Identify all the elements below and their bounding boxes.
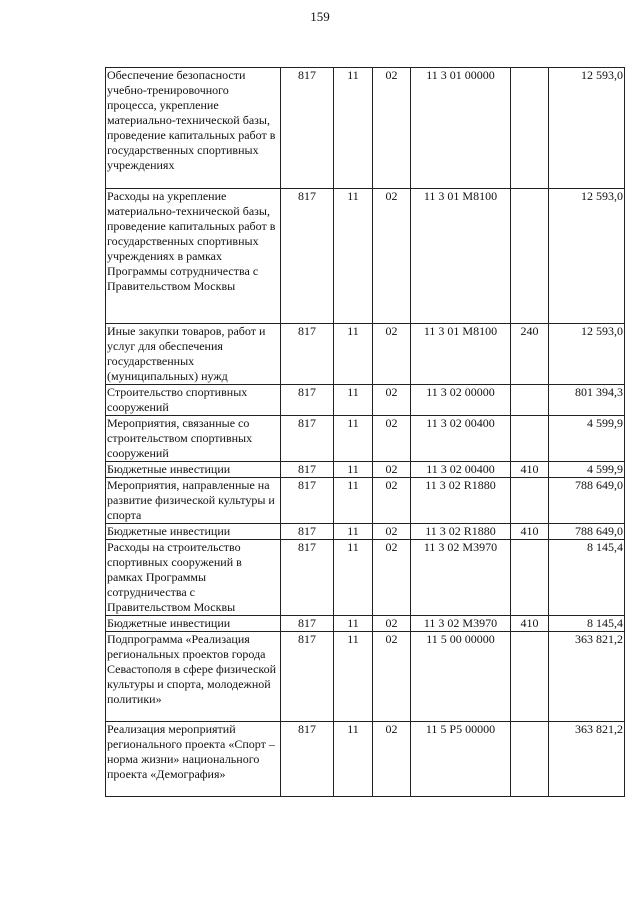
row-amount: 12 593,0 bbox=[549, 189, 625, 324]
row-section-code: 11 bbox=[334, 478, 373, 524]
row-amount: 4 599,9 bbox=[549, 416, 625, 462]
row-amount: 801 394,3 bbox=[549, 385, 625, 416]
row-ministry-code: 817 bbox=[281, 462, 334, 478]
row-ministry-code: 817 bbox=[281, 324, 334, 385]
row-target-article: 11 3 02 00400 bbox=[411, 462, 511, 478]
row-expense-type: 410 bbox=[511, 616, 549, 632]
row-amount: 788 649,0 bbox=[549, 524, 625, 540]
table-row bbox=[106, 478, 625, 524]
table-row bbox=[106, 616, 625, 632]
row-amount: 12 593,0 bbox=[549, 324, 625, 385]
row-description: Бюджетные инвестиции bbox=[106, 616, 281, 632]
row-subsection-code: 02 bbox=[373, 616, 411, 632]
row-description: Обеспечение безопасности учебно-тренировочного процесса, укрепление материально-технической базы, проведение капитальных работ в государственных спортивных учреждениях bbox=[106, 68, 281, 189]
row-target-article: 11 3 02 00400 bbox=[411, 416, 511, 462]
row-subsection-code: 02 bbox=[373, 540, 411, 616]
page-number: 159 bbox=[310, 9, 330, 24]
row-subsection-code: 02 bbox=[373, 632, 411, 722]
row-section-code: 11 bbox=[334, 324, 373, 385]
row-description: Реализация мероприятий регионального проекта «Спорт – норма жизни» национального проекта «Демография» bbox=[106, 722, 281, 797]
row-target-article: 11 3 02 M3970 bbox=[411, 616, 511, 632]
row-description: Расходы на укрепление материально-технической базы, проведение капитальных работ в государственных спортивных учреждениях в рамках Программы сотрудничества с Правительством Москвы bbox=[106, 189, 281, 324]
budget-table bbox=[105, 67, 625, 797]
row-expense-type bbox=[511, 416, 549, 462]
row-section-code: 11 bbox=[334, 385, 373, 416]
row-subsection-code: 02 bbox=[373, 478, 411, 524]
row-expense-type bbox=[511, 722, 549, 797]
table-row bbox=[106, 722, 625, 797]
row-amount: 4 599,9 bbox=[549, 462, 625, 478]
row-ministry-code: 817 bbox=[281, 524, 334, 540]
row-subsection-code: 02 bbox=[373, 189, 411, 324]
row-section-code: 11 bbox=[334, 189, 373, 324]
row-amount: 8 145,4 bbox=[549, 540, 625, 616]
table-row bbox=[106, 462, 625, 478]
row-expense-type: 240 bbox=[511, 324, 549, 385]
row-ministry-code: 817 bbox=[281, 632, 334, 722]
row-subsection-code: 02 bbox=[373, 385, 411, 416]
row-section-code: 11 bbox=[334, 524, 373, 540]
table-row bbox=[106, 324, 625, 385]
row-subsection-code: 02 bbox=[373, 416, 411, 462]
row-section-code: 11 bbox=[334, 462, 373, 478]
row-subsection-code: 02 bbox=[373, 68, 411, 189]
row-amount: 12 593,0 bbox=[549, 68, 625, 189]
budget-table-body bbox=[106, 68, 625, 797]
row-target-article: 11 3 01 M8100 bbox=[411, 189, 511, 324]
row-section-code: 11 bbox=[334, 722, 373, 797]
row-amount: 788 649,0 bbox=[549, 478, 625, 524]
row-target-article: 11 3 02 00000 bbox=[411, 385, 511, 416]
table-row bbox=[106, 189, 625, 324]
row-description: Мероприятия, направленные на развитие физической культуры и спорта bbox=[106, 478, 281, 524]
row-target-article: 11 3 02 R1880 bbox=[411, 524, 511, 540]
row-description: Подпрограмма «Реализация региональных проектов города Севастополя в сфере физической культуры и спорта, молодежной политики» bbox=[106, 632, 281, 722]
row-description: Бюджетные инвестиции bbox=[106, 524, 281, 540]
row-ministry-code: 817 bbox=[281, 478, 334, 524]
row-expense-type bbox=[511, 68, 549, 189]
row-section-code: 11 bbox=[334, 616, 373, 632]
row-amount: 8 145,4 bbox=[549, 616, 625, 632]
row-section-code: 11 bbox=[334, 68, 373, 189]
row-description: Иные закупки товаров, работ и услуг для обеспечения государственных (муниципальных) нужд bbox=[106, 324, 281, 385]
row-ministry-code: 817 bbox=[281, 385, 334, 416]
row-expense-type: 410 bbox=[511, 462, 549, 478]
row-expense-type bbox=[511, 189, 549, 324]
row-target-article: 11 5 P5 00000 bbox=[411, 722, 511, 797]
row-ministry-code: 817 bbox=[281, 616, 334, 632]
table-row bbox=[106, 632, 625, 722]
row-target-article: 11 5 00 00000 bbox=[411, 632, 511, 722]
row-expense-type bbox=[511, 632, 549, 722]
row-ministry-code: 817 bbox=[281, 722, 334, 797]
row-amount: 363 821,2 bbox=[549, 632, 625, 722]
table-row bbox=[106, 385, 625, 416]
row-expense-type bbox=[511, 385, 549, 416]
row-description: Бюджетные инвестиции bbox=[106, 462, 281, 478]
row-description: Расходы на строительство спортивных сооружений в рамках Программы сотрудничества с Правительством Москвы bbox=[106, 540, 281, 616]
table-row bbox=[106, 68, 625, 189]
row-section-code: 11 bbox=[334, 632, 373, 722]
row-section-code: 11 bbox=[334, 416, 373, 462]
row-expense-type bbox=[511, 478, 549, 524]
row-ministry-code: 817 bbox=[281, 68, 334, 189]
table-row bbox=[106, 524, 625, 540]
row-description: Строительство спортивных сооружений bbox=[106, 385, 281, 416]
row-subsection-code: 02 bbox=[373, 324, 411, 385]
row-expense-type: 410 bbox=[511, 524, 549, 540]
row-ministry-code: 817 bbox=[281, 540, 334, 616]
row-target-article: 11 3 02 R1880 bbox=[411, 478, 511, 524]
row-target-article: 11 3 01 M8100 bbox=[411, 324, 511, 385]
row-subsection-code: 02 bbox=[373, 722, 411, 797]
row-ministry-code: 817 bbox=[281, 416, 334, 462]
row-amount: 363 821,2 bbox=[549, 722, 625, 797]
table-row bbox=[106, 540, 625, 616]
row-expense-type bbox=[511, 540, 549, 616]
row-subsection-code: 02 bbox=[373, 524, 411, 540]
table-row bbox=[106, 416, 625, 462]
row-target-article: 11 3 01 00000 bbox=[411, 68, 511, 189]
row-section-code: 11 bbox=[334, 540, 373, 616]
row-subsection-code: 02 bbox=[373, 462, 411, 478]
row-target-article: 11 3 02 M3970 bbox=[411, 540, 511, 616]
row-ministry-code: 817 bbox=[281, 189, 334, 324]
row-description: Мероприятия, связанные со строительством спортивных сооружений bbox=[106, 416, 281, 462]
